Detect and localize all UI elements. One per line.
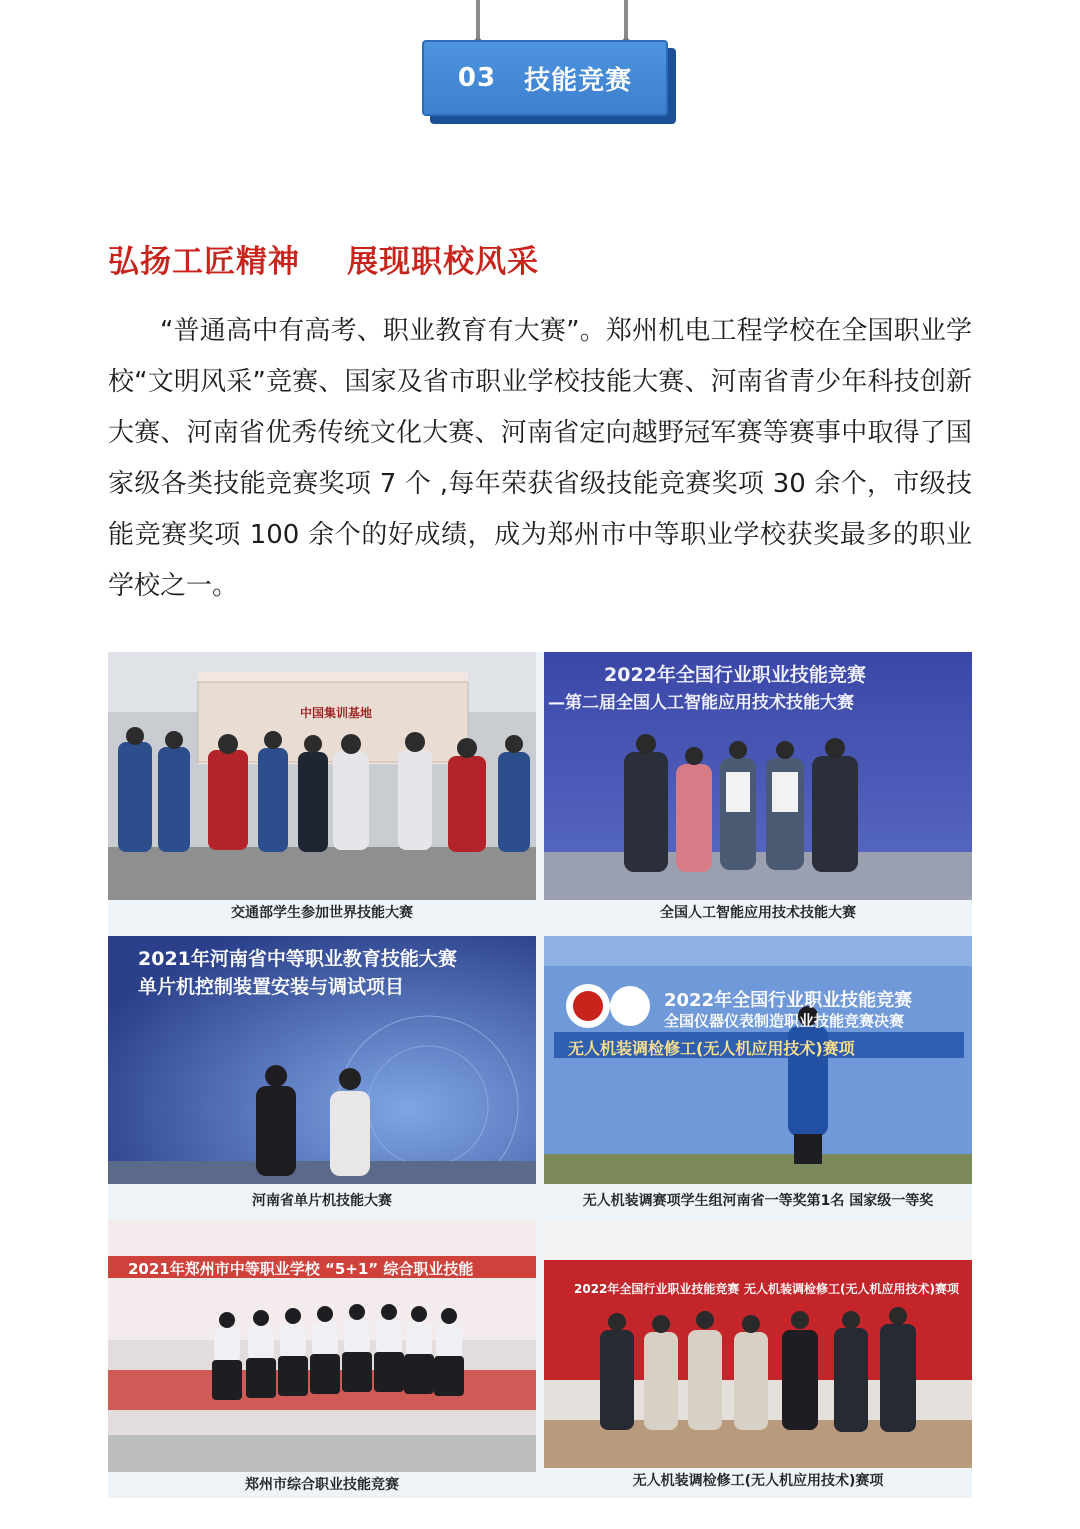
photo-drone-banner-line2: 全国仪器仪表制造职业技能竞赛决赛 (664, 1012, 905, 1030)
photo-mc-banner-line1: 2021年河南省中等职业教育技能大赛 (138, 948, 457, 970)
photo-caption: 郑州市综合职业技能竞赛 (245, 1477, 399, 1493)
photo-card-world-skills (108, 652, 536, 928)
body-paragraph: “普通高中有高考、职业教育有大赛”。郑州机电工程学校在全国职业学校“文明风采”竞赛、国家及省市职业学校技能大赛、河南省青少年科技创新大赛、河南省优秀传统文化大赛、河南省定向越野冠军赛等赛事中取得了国家级各类技能竞赛奖项 7 个 ,每年荣获省级技能竞赛奖项 30 余个，市级技能竞赛奖项 100 余个的好成绩，成为郑州市中等职业学校获奖最多的职业学校之一。 (108, 316, 972, 601)
photo-zhengzhou (108, 1220, 536, 1472)
photo-team-banner-line1: 2022年全国行业职业技能竞赛 (574, 1282, 740, 1296)
photo-caption: 无人机装调检修工(无人机应用技术)赛项 (632, 1473, 884, 1489)
photo-card-microcontroller (108, 936, 536, 1212)
photo-ai-competition (544, 652, 972, 900)
photo-drone-team (544, 1220, 972, 1468)
photo-card-drone (544, 936, 972, 1212)
photo-caption: 无人机装调赛项学生组河南省一等奖第1名 国家级一等奖 (582, 1193, 934, 1209)
photo-ai-banner-line1: 2022年全国行业职业技能竞赛 (604, 664, 866, 686)
photo-ai-banner-line2: —第二届全国人工智能应用技术技能大赛 (548, 693, 854, 713)
photo-caption: 交通部学生参加世界技能大赛 (231, 905, 413, 921)
photo-drone-banner-line1: 2022年全国行业职业技能竞赛 (664, 990, 913, 1011)
photo-caption: 全国人工智能应用技术技能大赛 (660, 905, 856, 921)
photo-world-skills (108, 652, 536, 900)
section-banner (422, 40, 668, 116)
section-title: 技能竞赛 (524, 65, 633, 96)
photo-grid (108, 652, 972, 1498)
photo-drone-team-image (544, 1220, 972, 1468)
photo-card-drone-team (544, 1220, 972, 1498)
photo-card-ai-competition (544, 652, 972, 928)
photo-mc-banner-line2: 单片机控制装置安装与调试项目 (138, 976, 405, 998)
photo-drone (544, 936, 972, 1184)
photo-drone-image (544, 936, 972, 1184)
photo-card-zhengzhou (108, 1220, 536, 1498)
section-heading: 弘扬工匠精神 展现职校风采 (108, 244, 540, 280)
photo-world-skills-banner: 中国集训基地 (300, 706, 373, 720)
photo-microcontroller (108, 936, 536, 1184)
photo-team-banner-line2: 无人机装调检修工(无人机应用技术)赛项 (744, 1282, 959, 1296)
section-number: 03 (457, 63, 497, 93)
photo-drone-banner-line3: 无人机装调检修工(无人机应用技术)赛项 (568, 1039, 855, 1058)
photo-caption: 河南省单片机技能大赛 (252, 1193, 392, 1209)
photo-world-skills-image (108, 652, 536, 900)
photo-zz-banner: 2021年郑州市中等职业学校 “5+1” 综合职业技能 (128, 1260, 474, 1278)
